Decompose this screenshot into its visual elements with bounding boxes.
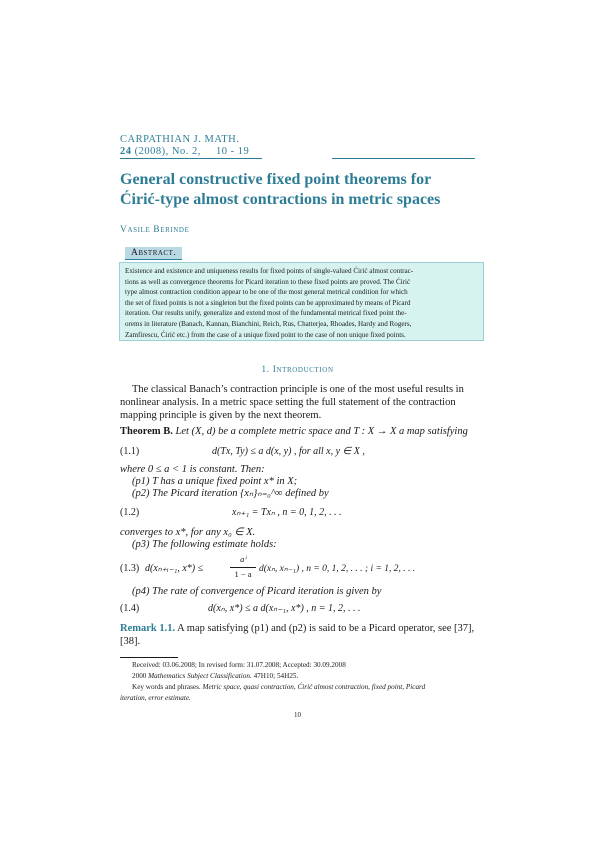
theorem-p2: (p2) The Picard iteration {xₙ}ₙ₌₀^∞ defined by <box>132 488 329 499</box>
abstract-label: Abstract. <box>125 247 182 260</box>
fraction-bar <box>230 567 256 568</box>
header-rule-left <box>120 158 262 159</box>
equation-1-3-left: d(xₙ₊ᵢ₋₁, x*) ≤ <box>145 563 204 574</box>
theorem-p4: (p4) The rate of convergence of Picard iteration is given by <box>132 586 382 597</box>
paper-title <box>120 170 440 210</box>
remark-1-1 <box>120 622 480 648</box>
keywords: Key words and phrases. Metric space, quasi contraction, Ćirić almost contraction, fixed point, Picard <box>132 683 426 691</box>
page-number: 10 <box>294 711 301 719</box>
equation-number: (1.3) <box>120 563 140 574</box>
issue-info: (2008), No. 2, <box>134 146 201 157</box>
theorem-label: Theorem B. <box>120 426 173 437</box>
paragraph-line: mapping principle is given by the next theorem. <box>120 410 322 421</box>
equation-1-3-denominator: 1 − a <box>234 569 252 579</box>
equation-1-3-right: d(xₙ, xₙ₋₁) , n = 0, 1, 2, . . . ; i = 1, 2, . . . <box>259 564 416 574</box>
equation-1-3-numerator: aⁱ <box>240 554 246 564</box>
equation-1-1: d(Tx, Ty) ≤ a d(x, y) , for all x, y ∈ X , <box>212 446 365 457</box>
abstract-line: Zamfirescu, Ćirić etc.) from the case of a unique fixed point to the case of non unique fixed points. <box>125 330 406 339</box>
volume-number: 24 <box>120 146 132 157</box>
page-range: 10 - 19 <box>215 146 250 157</box>
equation-number: (1.2) <box>120 507 140 518</box>
paragraph-line: The classical Banach’s contraction principle is one of the most useful results in <box>132 384 464 395</box>
abstract-line: iteration. Our results unify, generalize and extend most of the fundamental metrical fixed point the- <box>125 309 407 318</box>
received-dates: Received: 03.06.2008; In revised form: 31.07.2008; Accepted: 30.09.2008 <box>132 661 346 669</box>
theorem-p3: (p3) The following estimate holds: <box>132 539 277 550</box>
abstract-line: tions as well as convergence theorems for Picard iteration to these fixed points are proved. The Ćirić <box>125 277 411 286</box>
header-rule-right <box>332 158 475 159</box>
abstract-line: Existence and existence and uniqueness results for fixed points of single-valued Ćirić almost contrac- <box>125 267 414 275</box>
theorem-converges: converges to x*, for any x₀ ∈ X. <box>120 527 256 538</box>
author-name: Vasile Berinde <box>120 225 190 235</box>
journal-name: CARPATHIAN J. MATH. <box>120 134 240 145</box>
remark-label: Remark 1.1. <box>120 623 176 634</box>
theorem-statement <box>120 425 480 438</box>
footnote-rule <box>120 657 178 658</box>
title-line-1: General constructive fixed point theorems for <box>120 171 432 188</box>
remark-text: A map satisfying (p1) and (p2) is said to be a Picard operator, see [37], <box>177 623 475 634</box>
intro-paragraph <box>120 383 476 422</box>
section-heading: 1. Introduction <box>261 365 334 375</box>
paragraph-line: nonlinear analysis. In a metric space setting the full statement of the contraction <box>120 397 456 408</box>
journal-issue <box>120 145 249 158</box>
equation-1-2: xₙ₊₁ = Txₙ , n = 0, 1, 2, . . . <box>232 507 342 518</box>
title-line-2: Ćirić-type almost contractions in metric spaces <box>120 191 441 208</box>
remark-text-continued: [38]. <box>120 636 141 647</box>
abstract-line: type almost contraction condition appear to be one of the most general metrical condition for which <box>125 288 408 297</box>
theorem-text: Let (X, d) be a complete metric space and T : X → X a map satisfying <box>175 426 468 437</box>
abstract-box <box>119 262 484 341</box>
equation-number: (1.4) <box>120 603 140 614</box>
theorem-where: where 0 ≤ a < 1 is constant. Then: <box>120 464 265 475</box>
msc-classification: 2000 Mathematics Subject Classification. 47H10; 54H25. <box>132 672 299 680</box>
abstract-line: the set of fixed points is not a singleton but the fixed points can be approximated by means of Picard <box>125 298 411 307</box>
abstract-line: orems in literature (Banach, Kannan, Bianchini, Reich, Rus, Chatterjea, Rhoades, Hardy and Rogers, <box>125 319 412 328</box>
equation-number: (1.1) <box>120 446 140 457</box>
theorem-p1: (p1) T has a unique fixed point x* in X; <box>132 476 298 487</box>
keywords-continued: iteration, error estimate. <box>120 694 191 702</box>
equation-1-4: d(xₙ, x*) ≤ a d(xₙ₋₁, x*) , n = 1, 2, . . . <box>208 603 361 614</box>
